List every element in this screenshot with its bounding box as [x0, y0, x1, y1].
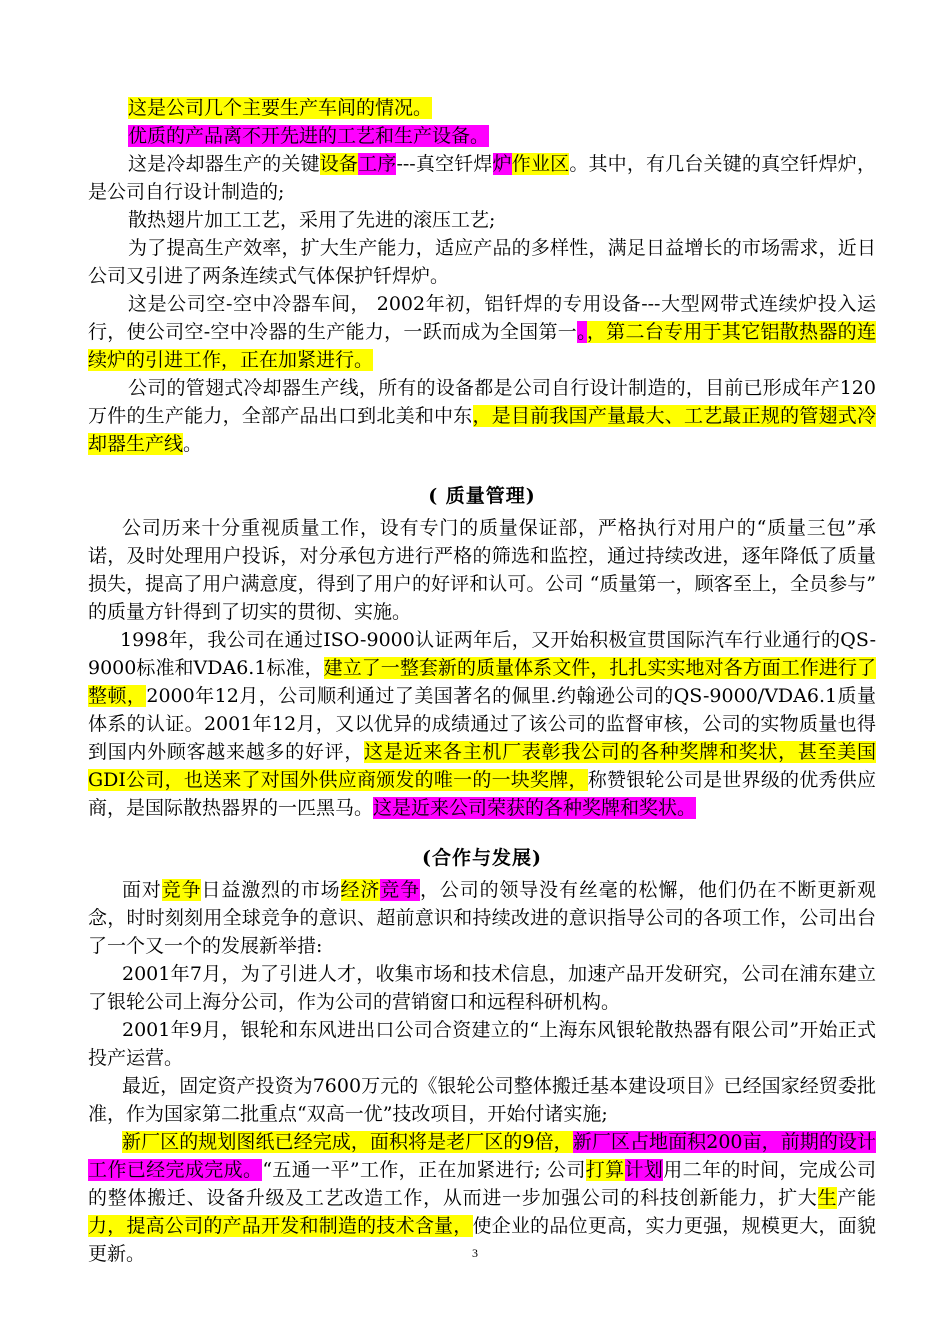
paragraph: 2001年9月，银轮和东风进出口公司合资建立的“上海东风银轮散热器有限公司”开始正式投产运营。	[88, 1019, 876, 1069]
paragraph: 为了提高生产效率，扩大生产能力，适应产品的多样性，满足日益增长的市场需求，近日公司又引进了两条连续式气体保护钎焊炉。	[88, 237, 876, 287]
paragraph: 新厂区的规划图纸已经完成，面积将是老厂区的9倍，新厂区占地面积200亩，前期的设计工作已经完成完成。“五通一平”工作，正在加紧进行; 公司打算计划用二年的时间，完成公司的整体搬迁、设备升级及工艺改造工作，从而进一步加强公司的科技创新能力，扩大生产能力，提高公司的产品开发和制造的技术含量，使企业的品位更高，实力更强，规模更大，面貌更新。	[88, 1131, 876, 1265]
document-body	[88, 94, 876, 1268]
paragraph: 这是公司几个主要生产车间的情况。	[128, 97, 433, 119]
paragraph: 这是冷却器生产的关键设备工序---真空钎焊炉作业区。其中，有几台关键的真空钎焊炉，是公司自行设计制造的;	[88, 153, 876, 203]
paragraph: 公司的管翅式冷却器生产线，所有的设备都是公司自行设计制造的，目前已形成年产120万件的生产能力，全部产品出口到北美和中东，是目前我国产量最大、工艺最正规的管翅式冷却器生产线。	[88, 377, 876, 455]
section-heading-quality: ( 质量管理)	[428, 485, 536, 507]
paragraph: 1998年，我公司在通过ISO-9000认证两年后，又开始积极宣贯国际汽车行业通行的QS-9000标准和VDA6.1标准，建立了一整套新的质量体系文件，扎扎实实地对各方面工作进行了整顿，2000年12月，公司顺利通过了美国著名的佩里.约翰逊公司的QS-9000/VDA6.1质量体系的认证。2001年12月，又以优异的成绩通过了该公司的监督审核，公司的实物质量也得到国内外顾客越来越多的好评，这是近来各主机厂表彰我公司的各种奖牌和奖状，甚至美国GDI公司，也送来了对国外供应商颁发的唯一的一块奖牌，称赞银轮公司是世界级的优秀供应商，是国际散热器界的一匹黑马。这是近来公司荣获的各种奖牌和奖状。	[88, 629, 876, 819]
page-number: 3	[472, 1246, 478, 1260]
paragraph: 优质的产品离不开先进的工艺和生产设备。	[128, 125, 490, 147]
section-heading-development: (合作与发展)	[422, 847, 542, 869]
paragraph: 散热翅片加工工艺，采用了先进的滚压工艺;	[128, 209, 496, 231]
paragraph: 最近，固定资产投资为7600万元的《银轮公司整体搬迁基本建设项目》已经国家经贸委批准，作为国家第二批重点“双高一优”技改项目，开始付诸实施;	[88, 1075, 876, 1125]
paragraph: 公司历来十分重视质量工作，设有专门的质量保证部，严格执行对用户的“质量三包”承诺，及时处理用户投诉，对分承包方进行严格的筛选和监控，通过持续改进，逐年降低了质量损失，提高了用户满意度，得到了用户的好评和认可。公司 “质量第一，顾客至上，全员参与” 的质量方针得到了切实的贯彻、实施。	[88, 517, 876, 623]
paragraph: 2001年7月，为了引进人才，收集市场和技术信息，加速产品开发研究，公司在浦东建立了银轮公司上海分公司，作为公司的营销窗口和远程科研机构。	[88, 963, 876, 1013]
paragraph: 面对竞争日益激烈的市场经济竞争，公司的领导没有丝毫的松懈，他们仍在不断更新观念，时时刻刻用全球竞争的意识、超前意识和持续改进的意识指导公司的各项工作，公司出台了一个又一个的发展新举措:	[88, 879, 876, 957]
paragraph: 这是公司空-空中冷器车间， 2002年初，铝钎焊的专用设备---大型网带式连续炉投入运行，使公司空-空中冷器的生产能力，一跃而成为全国第一。，第二台专用于其它铝散热器的连续炉的引进工作，正在加紧进行。	[88, 293, 876, 371]
